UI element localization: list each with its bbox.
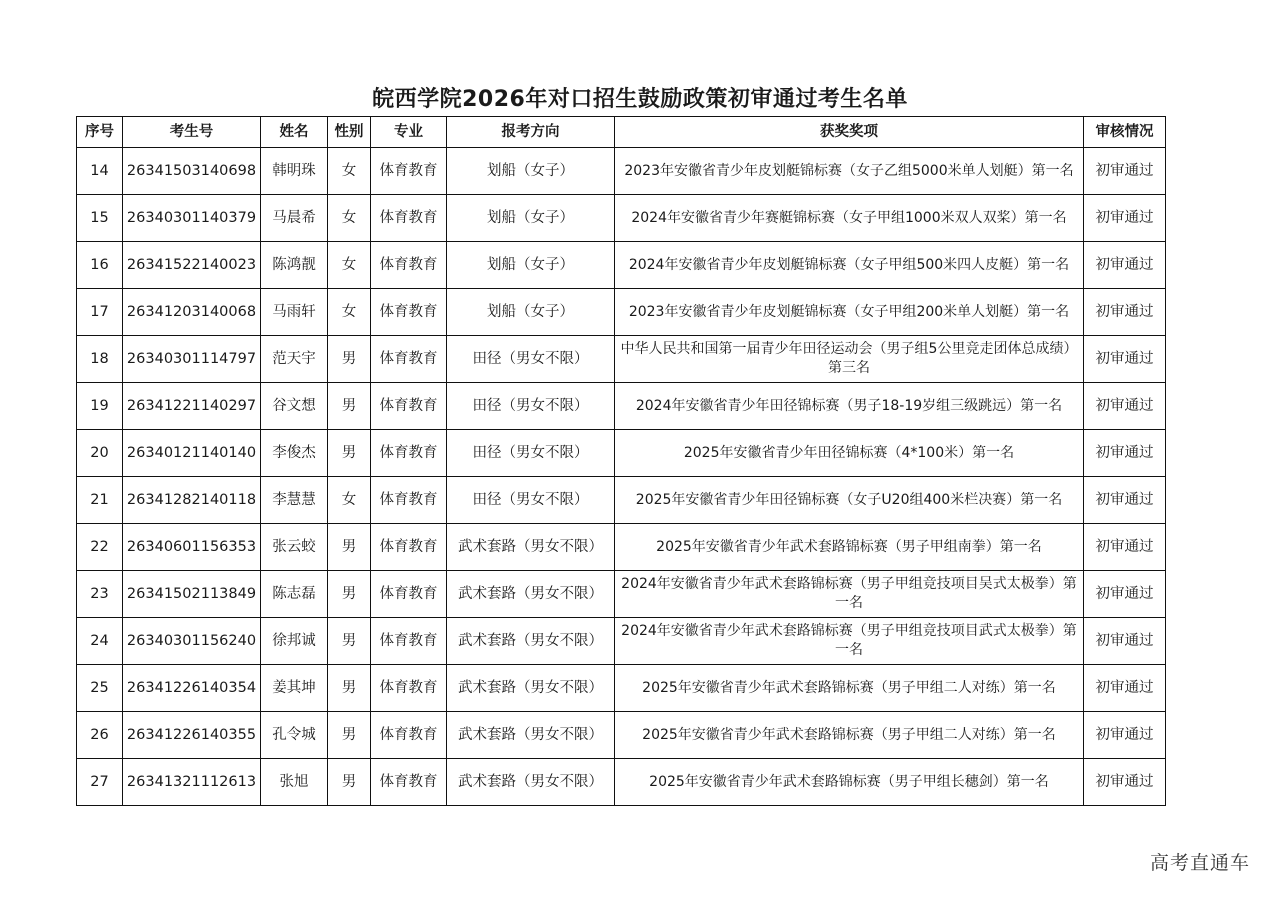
cell-direction: 划船（女子） [447, 195, 615, 242]
cell-status: 初审通过 [1084, 289, 1166, 336]
cell-name: 韩明珠 [261, 148, 328, 195]
cell-gender: 男 [328, 712, 371, 759]
cell-name: 李俊杰 [261, 430, 328, 477]
cell-major: 体育教育 [371, 665, 447, 712]
cell-exam-id: 26341503140698 [123, 148, 261, 195]
cell-exam-id: 26341502113849 [123, 571, 261, 618]
cell-direction: 田径（男女不限） [447, 383, 615, 430]
cell-gender: 男 [328, 665, 371, 712]
cell-award: 2023年安徽省青少年皮划艇锦标赛（女子乙组5000米单人划艇）第一名 [615, 148, 1084, 195]
cell-status: 初审通过 [1084, 336, 1166, 383]
cell-no: 20 [77, 430, 123, 477]
cell-major: 体育教育 [371, 195, 447, 242]
cell-direction: 武术套路（男女不限） [447, 712, 615, 759]
cell-status: 初审通过 [1084, 195, 1166, 242]
cell-direction: 划船（女子） [447, 289, 615, 336]
cell-name: 李慧慧 [261, 477, 328, 524]
cell-no: 23 [77, 571, 123, 618]
cell-award: 2023年安徽省青少年皮划艇锦标赛（女子甲组200米单人划艇）第一名 [615, 289, 1084, 336]
cell-exam-id: 26341321112613 [123, 759, 261, 806]
cell-direction: 武术套路（男女不限） [447, 618, 615, 665]
cell-no: 15 [77, 195, 123, 242]
cell-award: 2024年安徽省青少年田径锦标赛（男子18-19岁组三级跳远）第一名 [615, 383, 1084, 430]
cell-direction: 划船（女子） [447, 148, 615, 195]
cell-exam-id: 26340301140379 [123, 195, 261, 242]
cell-major: 体育教育 [371, 571, 447, 618]
cell-award: 2024年安徽省青少年皮划艇锦标赛（女子甲组500米四人皮艇）第一名 [615, 242, 1084, 289]
cell-direction: 武术套路（男女不限） [447, 571, 615, 618]
cell-exam-id: 26341221140297 [123, 383, 261, 430]
cell-exam-id: 26341203140068 [123, 289, 261, 336]
table-row [77, 665, 1166, 712]
cell-no: 17 [77, 289, 123, 336]
cell-gender: 男 [328, 571, 371, 618]
table-row [77, 289, 1166, 336]
cell-gender: 男 [328, 383, 371, 430]
table-row [77, 477, 1166, 524]
cell-status: 初审通过 [1084, 477, 1166, 524]
cell-name: 马晨希 [261, 195, 328, 242]
cell-status: 初审通过 [1084, 242, 1166, 289]
cell-award: 2025年安徽省青少年田径锦标赛（4*100米）第一名 [615, 430, 1084, 477]
cell-major: 体育教育 [371, 712, 447, 759]
cell-gender: 女 [328, 289, 371, 336]
cell-gender: 男 [328, 759, 371, 806]
table-row [77, 524, 1166, 571]
cell-no: 22 [77, 524, 123, 571]
table-row [77, 571, 1166, 618]
cell-name: 张旭 [261, 759, 328, 806]
cell-no: 24 [77, 618, 123, 665]
cell-award: 中华人民共和国第一届青少年田径运动会（男子组5公里竞走团体总成绩）第三名 [615, 336, 1084, 383]
cell-gender: 女 [328, 477, 371, 524]
cell-status: 初审通过 [1084, 430, 1166, 477]
cell-status: 初审通过 [1084, 571, 1166, 618]
cell-direction: 武术套路（男女不限） [447, 524, 615, 571]
table-row [77, 336, 1166, 383]
cell-major: 体育教育 [371, 148, 447, 195]
cell-award: 2025年安徽省青少年田径锦标赛（女子U20组400米栏决赛）第一名 [615, 477, 1084, 524]
cell-award: 2025年安徽省青少年武术套路锦标赛（男子甲组二人对练）第一名 [615, 665, 1084, 712]
table-row [77, 195, 1166, 242]
cell-major: 体育教育 [371, 759, 447, 806]
cell-gender: 男 [328, 430, 371, 477]
header-cell-direction: 报考方向 [447, 117, 615, 148]
cell-exam-id: 26341522140023 [123, 242, 261, 289]
cell-status: 初审通过 [1084, 148, 1166, 195]
cell-gender: 男 [328, 618, 371, 665]
cell-no: 25 [77, 665, 123, 712]
header-cell-gender: 性别 [328, 117, 371, 148]
cell-no: 14 [77, 148, 123, 195]
cell-name: 范天宇 [261, 336, 328, 383]
cell-major: 体育教育 [371, 524, 447, 571]
table-row [77, 430, 1166, 477]
cell-exam-id: 26340301114797 [123, 336, 261, 383]
table-header-row [77, 117, 1166, 148]
cell-major: 体育教育 [371, 336, 447, 383]
cell-exam-id: 26340121140140 [123, 430, 261, 477]
cell-name: 徐邦诚 [261, 618, 328, 665]
cell-status: 初审通过 [1084, 383, 1166, 430]
cell-exam-id: 26341226140355 [123, 712, 261, 759]
cell-name: 姜其坤 [261, 665, 328, 712]
cell-name: 陈志磊 [261, 571, 328, 618]
cell-gender: 女 [328, 195, 371, 242]
cell-major: 体育教育 [371, 289, 447, 336]
cell-major: 体育教育 [371, 477, 447, 524]
cell-direction: 武术套路（男女不限） [447, 665, 615, 712]
cell-no: 21 [77, 477, 123, 524]
cell-award: 2025年安徽省青少年武术套路锦标赛（男子甲组二人对练）第一名 [615, 712, 1084, 759]
cell-no: 16 [77, 242, 123, 289]
cell-no: 27 [77, 759, 123, 806]
watermark-text: 高考直通车 [1149, 852, 1250, 874]
cell-direction: 田径（男女不限） [447, 430, 615, 477]
header-cell-award: 获奖奖项 [615, 117, 1084, 148]
candidate-table [76, 116, 1166, 806]
cell-status: 初审通过 [1084, 712, 1166, 759]
cell-name: 张云蛟 [261, 524, 328, 571]
header-cell-status: 审核情况 [1084, 117, 1166, 148]
cell-major: 体育教育 [371, 430, 447, 477]
cell-major: 体育教育 [371, 242, 447, 289]
table-row [77, 618, 1166, 665]
table-row [77, 712, 1166, 759]
header-cell-name: 姓名 [261, 117, 328, 148]
cell-award: 2024年安徽省青少年武术套路锦标赛（男子甲组竞技项目吴式太极拳）第一名 [615, 571, 1084, 618]
header-cell-exam-id: 考生号 [123, 117, 261, 148]
cell-status: 初审通过 [1084, 665, 1166, 712]
cell-major: 体育教育 [371, 618, 447, 665]
cell-no: 19 [77, 383, 123, 430]
header-cell-major: 专业 [371, 117, 447, 148]
cell-gender: 男 [328, 336, 371, 383]
cell-exam-id: 26340601156353 [123, 524, 261, 571]
cell-gender: 男 [328, 524, 371, 571]
cell-status: 初审通过 [1084, 524, 1166, 571]
cell-exam-id: 26341226140354 [123, 665, 261, 712]
cell-award: 2024年安徽省青少年赛艇锦标赛（女子甲组1000米双人双桨）第一名 [615, 195, 1084, 242]
cell-name: 谷文想 [261, 383, 328, 430]
cell-direction: 武术套路（男女不限） [447, 759, 615, 806]
table-row [77, 759, 1166, 806]
cell-direction: 田径（男女不限） [447, 477, 615, 524]
cell-no: 18 [77, 336, 123, 383]
cell-name: 马雨轩 [261, 289, 328, 336]
cell-gender: 女 [328, 242, 371, 289]
cell-name: 陈鸿靓 [261, 242, 328, 289]
cell-exam-id: 26340301156240 [123, 618, 261, 665]
cell-name: 孔令城 [261, 712, 328, 759]
cell-direction: 田径（男女不限） [447, 336, 615, 383]
cell-award: 2025年安徽省青少年武术套路锦标赛（男子甲组长穗剑）第一名 [615, 759, 1084, 806]
cell-exam-id: 26341282140118 [123, 477, 261, 524]
cell-award: 2025年安徽省青少年武术套路锦标赛（男子甲组南拳）第一名 [615, 524, 1084, 571]
page-title: 皖西学院2026年对口招生鼓励政策初审通过考生名单 [372, 87, 908, 112]
cell-no: 26 [77, 712, 123, 759]
cell-award: 2024年安徽省青少年武术套路锦标赛（男子甲组竞技项目武式太极拳）第一名 [615, 618, 1084, 665]
cell-direction: 划船（女子） [447, 242, 615, 289]
table-row [77, 148, 1166, 195]
table-row [77, 383, 1166, 430]
table-row [77, 242, 1166, 289]
cell-gender: 女 [328, 148, 371, 195]
cell-status: 初审通过 [1084, 759, 1166, 806]
cell-major: 体育教育 [371, 383, 447, 430]
header-cell-no: 序号 [77, 117, 123, 148]
cell-status: 初审通过 [1084, 618, 1166, 665]
